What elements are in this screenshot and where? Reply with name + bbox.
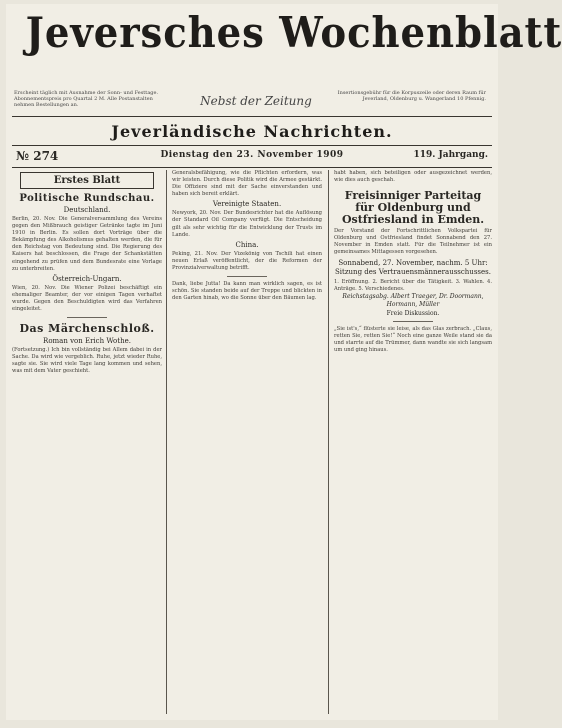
party-meeting-heading: Freisinniger Parteitag für Oldenburg und Ostfriesland in Emden. <box>341 189 485 227</box>
advertising-notice: Insertionsgebühr für die Korpuszeile oder deren Raum für Jeverland, Oldenburg u. Wangerland 10 Pfennig. <box>337 90 486 102</box>
divider <box>227 276 267 277</box>
meeting-time: Sonnabend, 27. November, nachm. 5 Uhr: Sitzung des Vertrauensmännerausschusses. <box>335 258 491 276</box>
serial-text: Dank, liebe Jutta! Da kann man wirklich sagen, es ist schön. Sie standen beide auf der Treppe und blickten in den Garten hinab, wo die Sonne über den Bäumen lag. <box>172 281 322 302</box>
divider <box>12 116 492 117</box>
country-heading: Deutschland. <box>63 206 111 214</box>
issue-volume: 119. Jahrgang. <box>413 150 488 160</box>
issue-number: № 274 <box>16 149 59 163</box>
divider <box>12 145 492 146</box>
agenda-list: 1. Eröffnung. 2. Bericht über die Tätigkeit. 3. Wahlen. 4. Anträge. 5. Verschiedenes. <box>334 278 492 292</box>
article-text: habt haben, sich beteiligen oder ausgezeichnet werden, wie dies auch geschah. <box>334 170 492 184</box>
column-2 <box>172 170 322 716</box>
divider <box>67 317 107 318</box>
serial-text: „Sie ist's,“ flüsterte sie leise, als das Glas zerbrach. „Claus, retten Sie, retten Sie!“ Noch eine ganze Weile stand sie da und starrte auf die Trümmer, dann wandte sie sich langsam um und ging hinaus. <box>334 325 492 354</box>
masthead-subrow <box>6 90 498 114</box>
issue-bar <box>12 148 492 166</box>
serial-text: (Fortsetzung.) Ich bin vollständig bei Allem dabei in der Sache. Da wird wie vergeblich. Ruhe, jetzt wieder Ruhe, sagte sie. Sie wird viele Tage lang kommen und sehen, was mit dem Vater geschieht. <box>12 347 162 375</box>
article-text: Wien, 20. Nov. Die Wiener Polizei beschäftigt ein ehemaliger Beamter, der vor einigen Tagen verhaftet wurde. Gegen den Beschuldigten wird das Verfahren eingeleitet. <box>12 284 162 313</box>
article-text: Newyork, 20. Nov. Der Bundesrichter hat die Auflösung der Standard Oil Company verfügt. Die Entscheidung gilt als sehr wichtig für die Entwicklung der Trusts im Lande. <box>172 210 322 238</box>
divider <box>12 167 492 168</box>
column-divider <box>166 170 167 714</box>
closing-note: Freie Diskussion. <box>386 309 440 317</box>
newspaper-title: Jeversches Wochenblatt <box>25 8 562 57</box>
country-heading: China. <box>235 240 259 249</box>
column-1 <box>12 170 162 716</box>
column-divider <box>328 170 329 714</box>
subscription-notice: Erscheint täglich mit Ausnahme der Sonn- und Festtage. Abonnementspreis pro Quartal 2 M. Alle Postanstalten nehmen Bestellungen an. <box>14 90 159 108</box>
supplement-label: Nebst der Zeitung <box>200 94 312 108</box>
divider <box>393 321 433 322</box>
newspaper-page <box>6 4 562 720</box>
speaker-list: Reichstagsabg. Albert Traeger, Dr. Doormann, Hormann, Müller <box>342 292 484 308</box>
section-heading: Politische Rundschau. <box>19 193 155 204</box>
country-heading: Österreich-Ungarn. <box>52 274 122 283</box>
serial-title: Das Märchenschloß. <box>19 322 155 336</box>
first-sheet-label: Erstes Blatt <box>20 172 154 189</box>
serial-byline: Roman von Erich Wothe. <box>43 337 131 346</box>
article-text: Berlin, 20. Nov. Die Generalversammlung des Vereins gegen den Mißbrauch geistiger Getränke tagte im Juni 1910 in Berlin. Es sollen dort Vorträge über die Bekämpfung des Alkoholismus gehalten werden, die für den Reichstag von Bedeutung sind. Die Regierung des Kaisers hat beschlossen, die Frage der Schankstätten eingehend zu prüfen und dem Bundesrate eine Vorlage zu unterbreiten. <box>12 216 162 272</box>
section-title: Jeverländische Nachrichten. <box>111 122 393 141</box>
article-text: Generalsbefähigung, wie die Pflichten erfordern, was wir leisten. Durch diese Politik wird die Armee gestärkt. Die Offiziere sind mit der Sache einverstanden und haben sich bereit erklärt. <box>172 170 322 198</box>
issue-date: Dienstag den 23. November 1909 <box>160 150 344 160</box>
column-3 <box>334 170 492 716</box>
article-text: Peking, 21. Nov. Der Vizekönig von Tschili hat einen neuen Erlaß veröffentlicht, der die Reformen der Provinzialverwaltung betrifft. <box>172 250 322 271</box>
article-text: Der Vorstand der Fortschrittlichen Volkspartei für Oldenburg und Ostfriesland findet Sonnabend den 27. November in Emden statt. Für die Teilnehmer ist ein gemeinsames Mittagessen vorgesehen. <box>334 228 492 256</box>
masthead <box>6 8 562 70</box>
country-heading: Vereinigte Staaten. <box>212 200 282 209</box>
